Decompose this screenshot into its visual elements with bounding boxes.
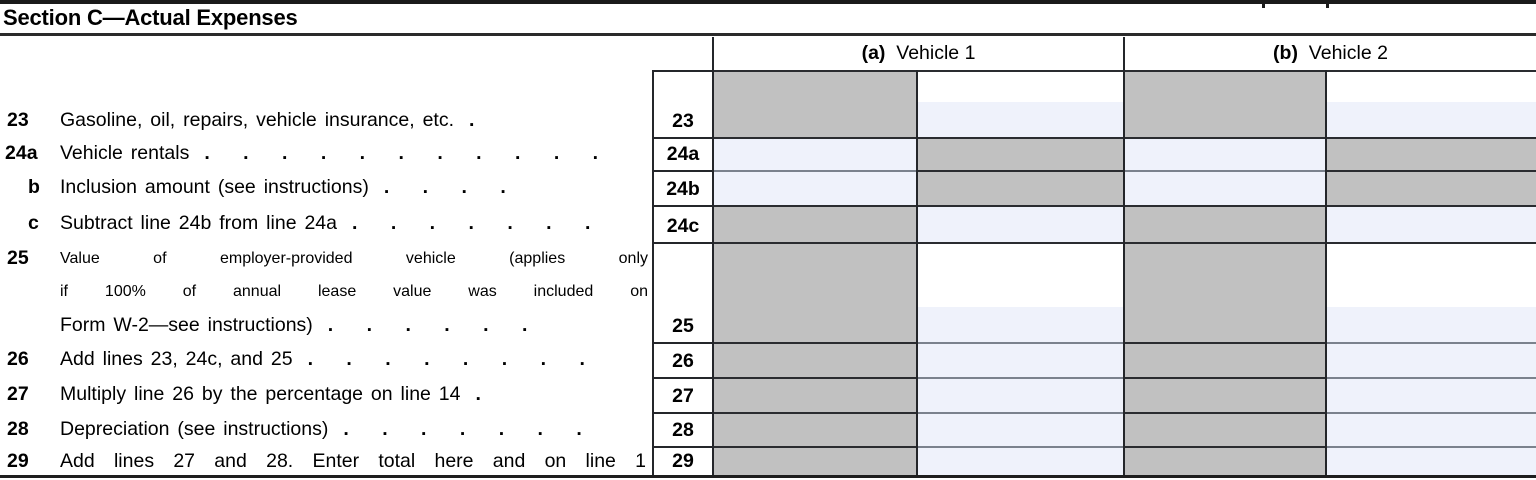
blank-cell-23-vehicle1: [918, 70, 1123, 137]
line-margin-number-23: 23: [7, 109, 29, 131]
dot-leader: .: [469, 109, 489, 131]
line-margin-number-27: 27: [7, 383, 29, 405]
line-number-box-29: 29: [654, 446, 712, 477]
amount-field-line26-vehicle1[interactable]: [918, 342, 1123, 377]
line-desc-23: Gasoline, oil, repairs, vehicle insurance, etc.: [60, 109, 455, 131]
column-label-vehicle1-text: Vehicle 1: [896, 42, 976, 64]
shaded-cell-24b-vehicle1: [918, 170, 1123, 205]
shaded-cell-24c-vehicle2: [1125, 205, 1325, 242]
line-desc-28: Depreciation (see instructions): [60, 417, 329, 440]
shaded-cell-24c-vehicle1: [714, 205, 916, 242]
shaded-cell-29-vehicle1: [714, 446, 916, 477]
amount-field-line29-vehicle1[interactable]: [918, 446, 1123, 477]
subcolumn-vehicle2-left: [1123, 70, 1325, 477]
line-desc-24b: Inclusion amount (see instructions): [60, 176, 369, 198]
line-row-24c: [0, 205, 652, 242]
line-margin-number-28: 28: [7, 417, 29, 440]
line-number-box-24a: 24a: [654, 137, 712, 170]
dot-leader: .: [475, 383, 495, 405]
shaded-cell-24a-vehicle2: [1327, 137, 1536, 170]
dot-leader: . . . .: [383, 176, 520, 198]
amount-field-line24a-vehicle2[interactable]: [1125, 137, 1325, 170]
line-row-27: [0, 377, 652, 412]
top-tick-right: [1326, 4, 1329, 9]
shaded-cell-25-vehicle1: [714, 242, 916, 342]
shaded-cell-29-vehicle2: [1125, 446, 1325, 477]
line-number-box-23: 23: [654, 70, 712, 137]
line-row-28: [0, 412, 652, 446]
top-tick-left: [1262, 4, 1265, 9]
column-label-vehicle1: [885, 42, 896, 65]
line-number-column: [652, 70, 712, 477]
column-letter-b: (b): [1273, 42, 1298, 64]
amount-field-line27-vehicle1[interactable]: [918, 377, 1123, 412]
column-letter-a: (a): [861, 42, 886, 64]
dot-leader: . . . . . .: [327, 313, 542, 336]
dot-leader: . . . . . . . . . . .: [204, 142, 613, 164]
column-header-vehicle2: [1123, 37, 1536, 70]
blank-cell-25-vehicle1: [918, 242, 1123, 342]
shaded-cell-27-vehicle2: [1125, 377, 1325, 412]
section-title: Section C—Actual Expenses: [3, 5, 298, 30]
amount-field-line28-vehicle1[interactable]: [918, 412, 1123, 446]
shaded-cell-26-vehicle2: [1125, 342, 1325, 377]
line-row-29: [0, 446, 652, 477]
line-margin-number-26: 26: [7, 348, 29, 370]
shaded-cell-24b-vehicle2: [1327, 170, 1536, 205]
amount-field-line23-vehicle2[interactable]: [1327, 102, 1536, 137]
line-row-24a: [0, 137, 652, 170]
column-label-vehicle2: [1298, 42, 1309, 65]
line-desc-text: Form W-2—see instructions): [60, 313, 313, 336]
line-desc-line1: Value of employer-provided vehicle (applies only: [60, 250, 648, 267]
amount-field-line23-vehicle1[interactable]: [918, 102, 1123, 137]
line-number-box-24b: 24b: [654, 170, 712, 205]
column-header-vehicle1: [712, 37, 1123, 70]
section-underline: [0, 33, 1536, 36]
line-row-26: [0, 342, 652, 377]
shaded-cell-26-vehicle1: [714, 342, 916, 377]
amount-field-line28-vehicle2[interactable]: [1327, 412, 1536, 446]
line-row-24b: [0, 170, 652, 205]
amount-field-line29-vehicle2[interactable]: [1327, 446, 1536, 477]
line-number-box-24c: 24c: [654, 205, 712, 242]
line-margin-number-24c: c: [28, 212, 39, 234]
line-desc-26: Add lines 23, 24c, and 25: [60, 348, 293, 370]
blank-cell-23-vehicle2: [1327, 70, 1536, 137]
dot-leader: . . . . . . .: [352, 212, 605, 234]
line-desc-25: [60, 242, 648, 342]
shaded-cell-23-vehicle2: [1125, 70, 1325, 137]
amount-field-line26-vehicle2[interactable]: [1327, 342, 1536, 377]
line-row-23: [0, 104, 652, 137]
shaded-cell-27-vehicle1: [714, 377, 916, 412]
line-number-box-28: 28: [654, 412, 712, 446]
shaded-cell-25-vehicle2: [1125, 242, 1325, 342]
line-margin-number-29: 29: [7, 450, 29, 472]
line-desc-24c: Subtract line 24b from line 24a: [60, 212, 337, 234]
amount-field-line24b-vehicle2[interactable]: [1125, 170, 1325, 205]
top-rule: [0, 0, 1536, 4]
line-margin-number-25: 25: [7, 247, 29, 269]
amount-field-line27-vehicle2[interactable]: [1327, 377, 1536, 412]
line-margin-number-24a: 24a: [5, 142, 38, 164]
line-number-box-26: 26: [654, 342, 712, 377]
line-row-25: [0, 242, 652, 342]
shaded-cell-23-vehicle1: [714, 70, 916, 137]
column-label-vehicle2-text: Vehicle 2: [1308, 42, 1388, 64]
shaded-cell-28-vehicle2: [1125, 412, 1325, 446]
line-margin-number-24b: b: [28, 176, 40, 198]
line-desc-24a: Vehicle rentals: [60, 142, 190, 164]
blank-cell-25-vehicle2: [1327, 242, 1536, 342]
amount-field-line24a-vehicle1[interactable]: [714, 137, 916, 170]
dot-leader: . . . . . . .: [343, 417, 596, 440]
dot-leader: . . . . . . . .: [307, 348, 599, 370]
amount-field-line24c-vehicle2[interactable]: [1327, 205, 1536, 242]
subcolumn-vehicle2-right: [1325, 70, 1536, 477]
amount-field-line25-vehicle1[interactable]: [918, 307, 1123, 342]
line-desc-29: Add lines 27 and 28. Enter total here and on line 1: [60, 450, 646, 472]
line-number-box-25: 25: [654, 242, 712, 342]
amount-field-line25-vehicle2[interactable]: [1327, 307, 1536, 342]
shaded-cell-24a-vehicle1: [918, 137, 1123, 170]
bottom-rule: [0, 475, 1536, 479]
line-desc-27: Multiply line 26 by the percentage on line 14: [60, 383, 461, 405]
amount-field-line24b-vehicle1[interactable]: [714, 170, 916, 205]
subcolumn-vehicle1-right: [916, 70, 1123, 477]
line-desc-line3: [60, 309, 648, 342]
line-desc-line2: if 100% of annual lease value was included on: [60, 283, 648, 301]
shaded-cell-28-vehicle1: [714, 412, 916, 446]
line-number-box-27: 27: [654, 377, 712, 412]
subcolumn-vehicle1-left: [712, 70, 916, 477]
amount-field-line24c-vehicle1[interactable]: [918, 205, 1123, 242]
